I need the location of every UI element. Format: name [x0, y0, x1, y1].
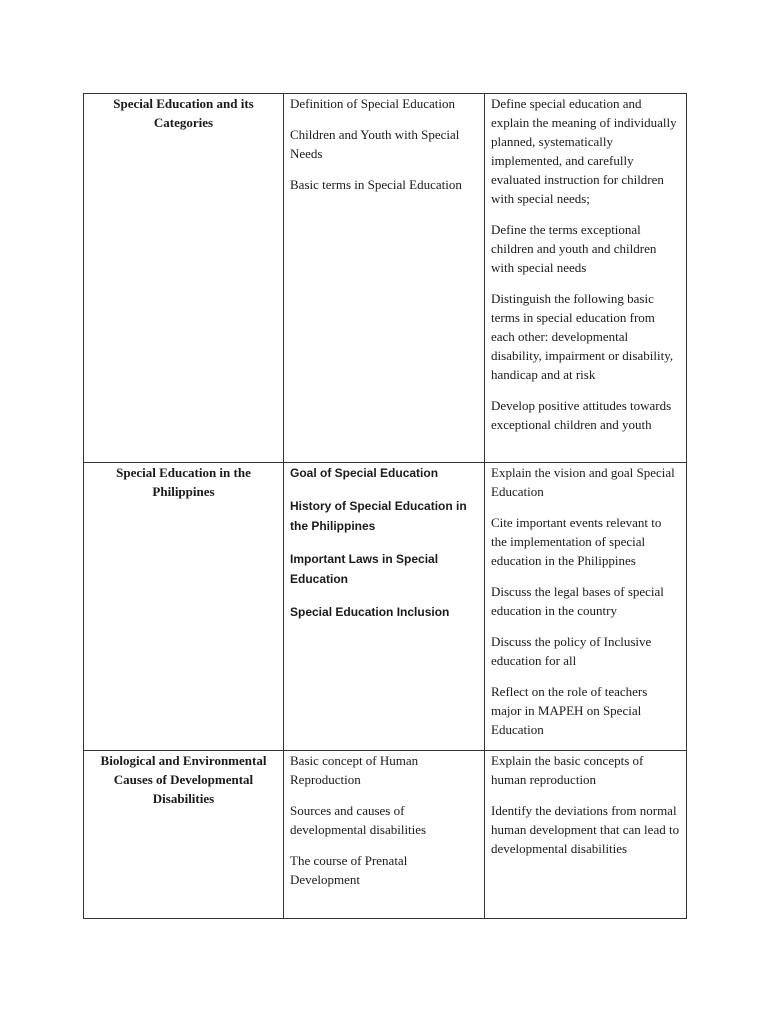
objective-item: Identify the deviations from normal human development that can lead to developmental disabilities — [491, 803, 680, 856]
content-cell — [284, 463, 485, 751]
content-item: History of Special Education in the Philippines — [290, 499, 467, 533]
objective-item: Define the terms exceptional children and youth and children with special needs — [491, 222, 657, 275]
objective-item: Define special education and explain the meaning of individually planned, systematically implemented, and carefully evaluated instruction for children with special needs; — [491, 96, 677, 206]
objective-item: Distinguish the following basic terms in special education from each other: developmental disability, impairment or disability, handicap and at risk — [491, 291, 674, 382]
objective-item: Develop positive attitudes towards exceptional children and youth — [491, 398, 672, 432]
table-row — [84, 751, 687, 919]
content-cell — [284, 751, 485, 919]
topic-cell: Biological and Environmental Causes of Developmental Disabilities — [84, 751, 284, 919]
objectives-cell — [485, 751, 687, 919]
objective-item: Discuss the policy of Inclusive education for all — [491, 634, 652, 668]
content-item: Definition of Special Education — [290, 96, 455, 111]
content-item: Basic terms in Special Education — [290, 177, 462, 192]
content-item: The course of Prenatal Development — [290, 853, 408, 887]
objective-item: Discuss the legal bases of special education in the country — [491, 584, 664, 618]
table-row — [84, 463, 687, 751]
content-item: Important Laws in Special Education — [290, 552, 439, 586]
objective-item: Reflect on the role of teachers major in MAPEH on Special Education — [491, 684, 648, 737]
objective-item: Cite important events relevant to the implementation of special education in the Philippines — [491, 515, 662, 568]
content-item: Sources and causes of developmental disabilities — [290, 803, 427, 837]
content-item: Goal of Special Education — [290, 466, 439, 480]
topic-cell: Special Education in the Philippines — [84, 463, 284, 751]
objective-item: Explain the basic concepts of human reproduction — [491, 753, 644, 787]
topic-cell: Special Education and its Categories — [84, 94, 284, 463]
objectives-cell — [485, 463, 687, 751]
syllabus-table — [83, 93, 687, 919]
content-item: Basic concept of Human Reproduction — [290, 753, 419, 787]
content-cell — [284, 94, 485, 463]
content-item: Children and Youth with Special Needs — [290, 127, 460, 161]
objectives-cell — [485, 94, 687, 463]
content-item: Special Education Inclusion — [290, 605, 450, 619]
objective-item: Explain the vision and goal Special Education — [491, 465, 675, 499]
table-row — [84, 94, 687, 463]
